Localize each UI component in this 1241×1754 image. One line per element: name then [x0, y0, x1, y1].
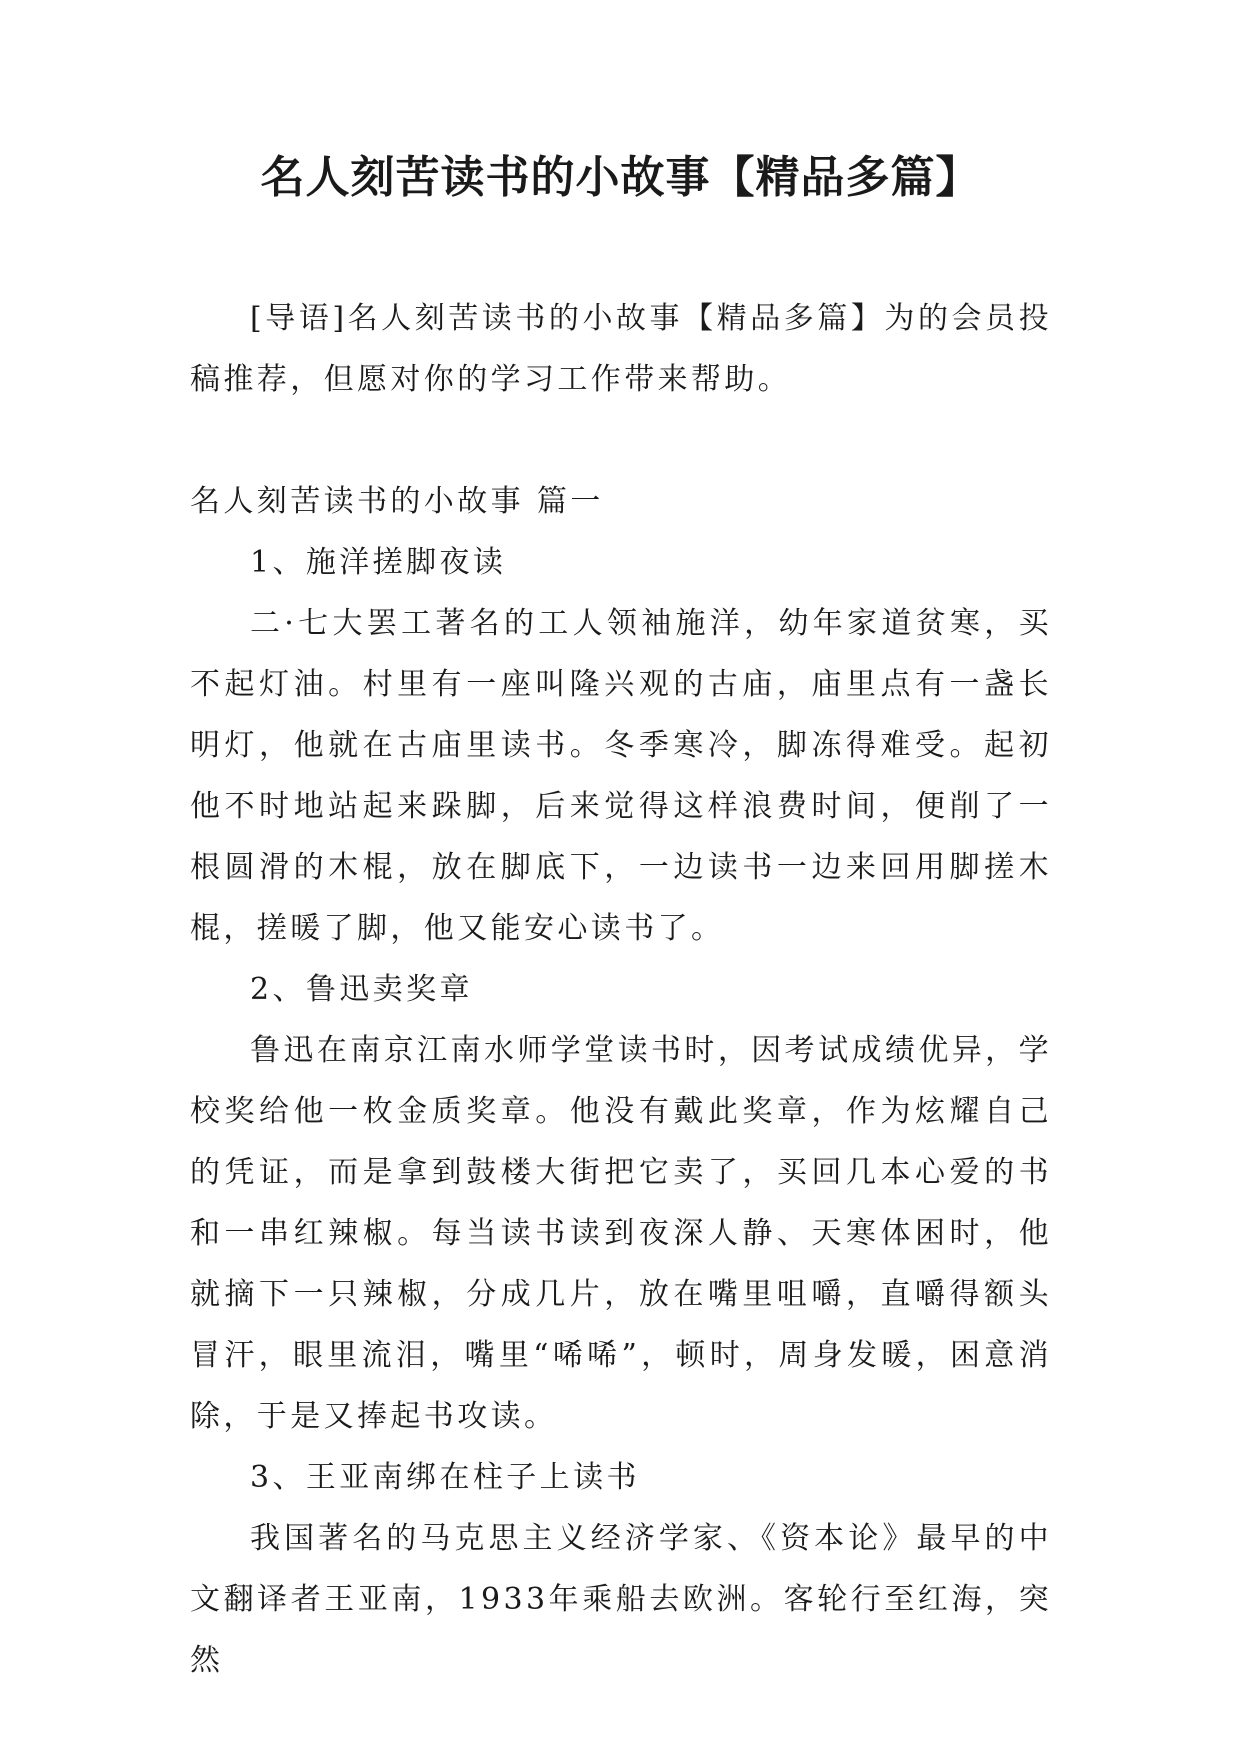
story-heading-1: 1、施洋搓脚夜读: [250, 545, 507, 580]
story-body-2: 鲁迅在南京江南水师学堂读书时，因考试成绩优异，学校奖给他一枚金质奖章。他没有戴此奖章，作为炫耀自己的凭证，而是拿到鼓楼大街把它卖了，买回几本心爱的书和一串红辣椒。每当读书读到夜深人静、天寒体困时，他就摘下一只辣椒，分成几片，放在嘴里咀嚼，直嚼得额头冒汗，眼里流泪，嘴里“唏唏”，顿时，周身发暖，困意消除，于是又捧起书攻读。: [190, 1033, 1052, 1434]
story-body-3: 我国著名的马克思主义经济学家、《资本论》最早的中文翻译者王亚南，1933年乘船去欧洲。客轮行至红海，突然: [190, 1521, 1052, 1678]
document-title: 名人刻苦读书的小故事【精品多篇】: [260, 152, 981, 203]
story-heading-3: 3、王亚南绑在柱子上读书: [250, 1460, 640, 1495]
section-heading: 名人刻苦读书的小故事 篇一: [190, 484, 604, 519]
story-heading-2: 2、鲁迅卖奖章: [250, 972, 473, 1007]
intro-paragraph: [导语]名人刻苦读书的小故事【精品多篇】为的会员投稿推荐，但愿对你的学习工作带来帮助。: [190, 301, 1052, 397]
document-body: [190, 288, 1052, 1691]
story-body-1: 二·七大罢工著名的工人领袖施洋，幼年家道贫寒，买不起灯油。村里有一座叫隆兴观的古庙，庙里点有一盏长明灯，他就在古庙里读书。冬季寒冷，脚冻得难受。起初他不时地站起来跺脚，后来觉得这样浪费时间，便削了一根圆滑的木棍，放在脚底下，一边读书一边来回用脚搓木棍，搓暖了脚，他又能安心读书了。: [190, 606, 1052, 946]
